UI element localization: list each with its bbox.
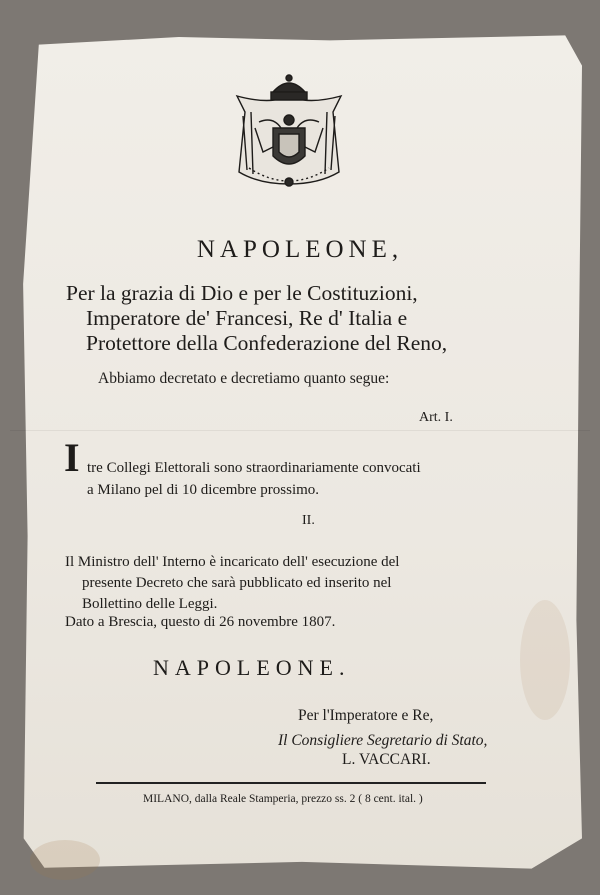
article-2-line: Bollettino delle Leggi. (82, 596, 218, 612)
decree-line: Abbiamo decretato e decretiamo quanto segue: (98, 370, 390, 387)
preamble-line: Imperatore de' Francesi, Re d' Italia e (86, 306, 408, 330)
countersign-line: Per l'Imperatore e Re, (298, 707, 434, 724)
article-1-heading: Art. I. (419, 410, 453, 425)
document-title: NAPOLEONE, (196, 236, 404, 263)
article-2-line: Il Ministro dell' Interno è incaricato dell' esecuzione del (65, 554, 400, 570)
coat-of-arms-emblem (229, 72, 349, 194)
countersign-line: Il Consigliere Segretario di Stato, (278, 732, 488, 749)
countersign-name: L. VACCARI. (342, 751, 431, 768)
signature: NAPOLEONE. (153, 655, 351, 680)
dated-line: Dato a Brescia, questo di 26 novembre 1807. (65, 614, 336, 630)
preamble-line: Per la grazia di Dio e per le Costituzioni, (66, 281, 418, 305)
article-1-line: tre Collegi Elettorali sono straordinariamente convocati (87, 460, 421, 476)
divider-rule (96, 782, 486, 784)
article-2-line: presente Decreto che sarà pubblicato ed inserito nel (82, 575, 392, 591)
printer-imprint: MILANO, dalla Reale Stamperia, prezzo ss. 2 ( 8 cent. ital. ) (143, 793, 423, 805)
stain (520, 600, 570, 720)
drop-initial: I (64, 435, 80, 480)
article-1-line: a Milano pel di 10 dicembre prossimo. (87, 482, 320, 498)
article-2-heading: II. (302, 513, 315, 528)
preamble-line: Protettore della Confederazione del Reno, (86, 331, 448, 355)
stain (30, 840, 100, 880)
fold-line (10, 430, 590, 431)
